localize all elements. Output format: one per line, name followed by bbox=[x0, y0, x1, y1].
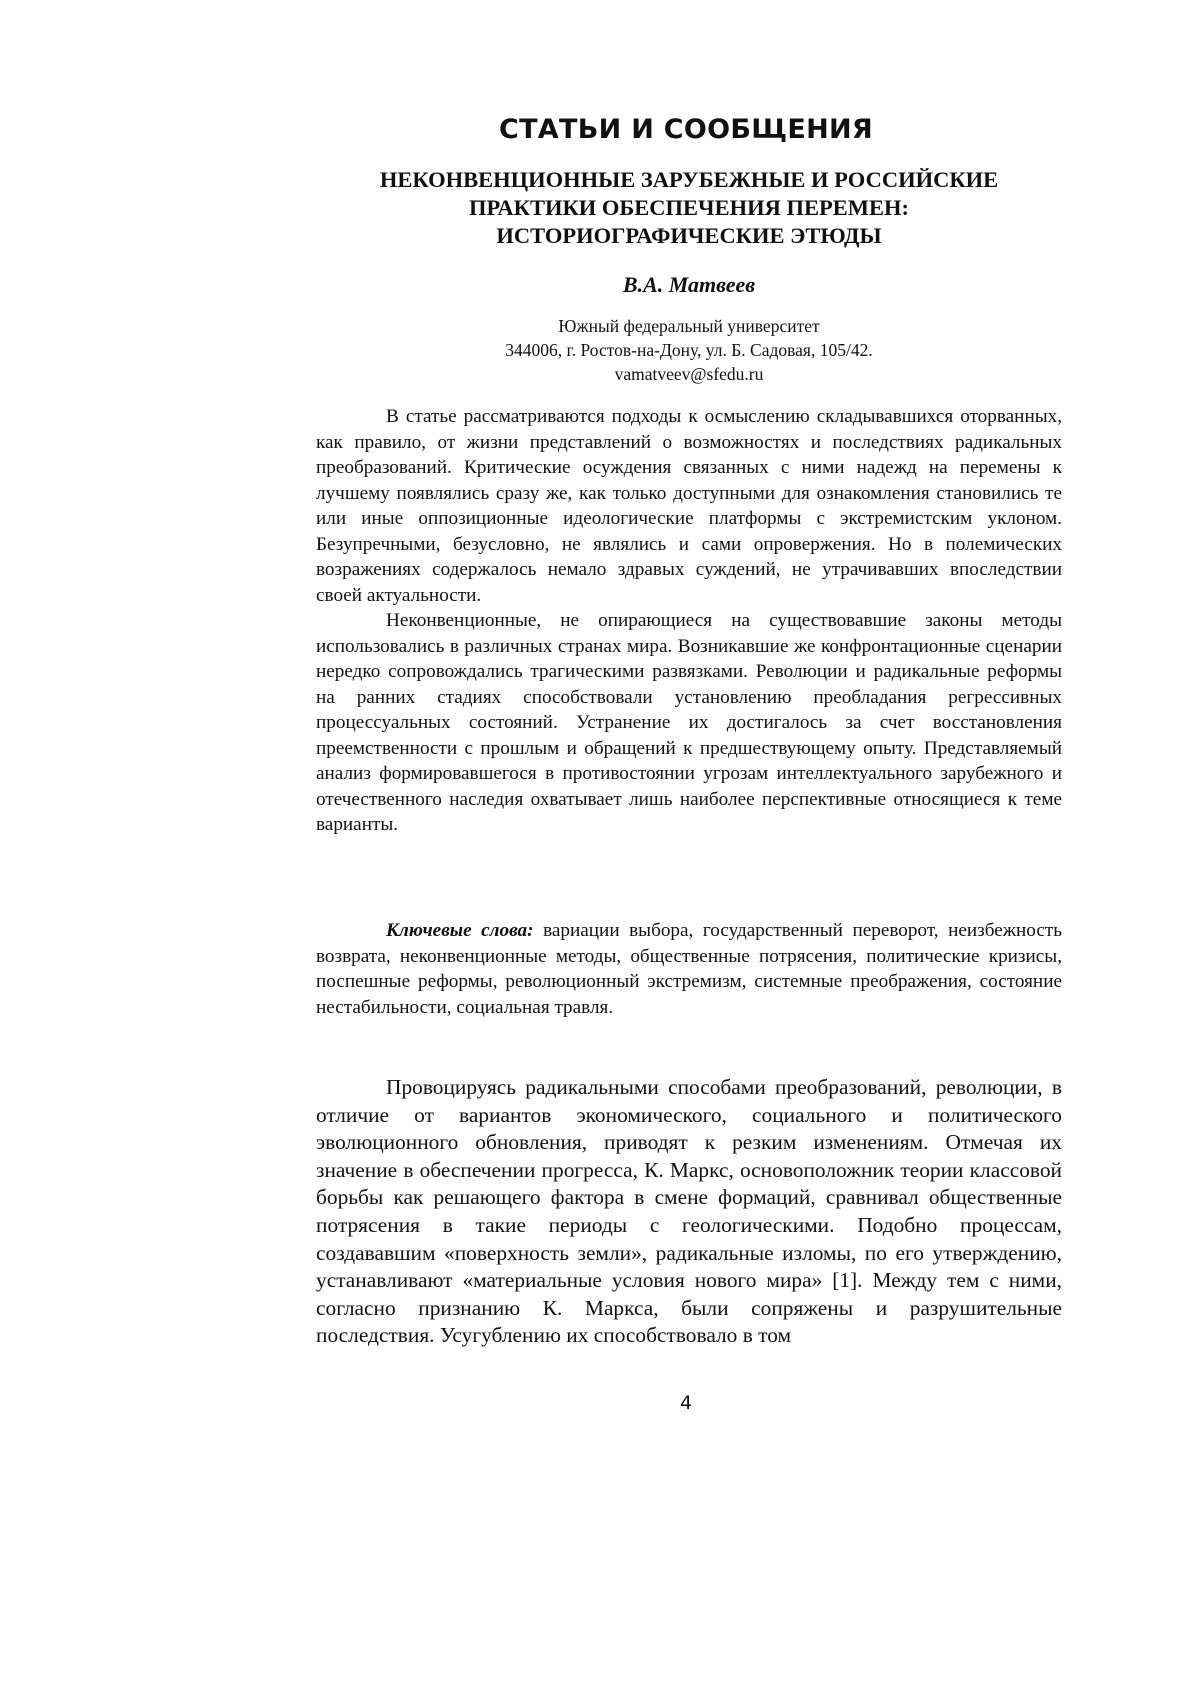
article-title bbox=[318, 166, 1060, 250]
postal-address: 344006, г. Ростов-на-Дону, ул. Б. Садовая, 105/42. bbox=[318, 338, 1060, 362]
author-name: В.А. Матвеев bbox=[318, 272, 1060, 298]
article-title-line: ИСТОРИОГРАФИЧЕСКИЕ ЭТЮДЫ bbox=[318, 222, 1060, 250]
abstract-paragraph: Неконвенционные, не опирающиеся на существовавшие законы методы использовались в различных странах мира. Возникавшие же конфронтационные сценарии нередко сопровождались трагическими развязками. Революции и радикальные реформы на ранних стадиях способствовали установлению преобладания регрессивных процессуальных состояний. Устранение их достигалось за счет восстановления преемственности с прошлым и обращений к предшествующему опыту. Представляемый анализ формировавшегося в противостоянии угрозам интеллектуального зарубежного и отечественного наследия охватывает лишь наиболее перспективные относящиеся к теме варианты. bbox=[316, 608, 1062, 838]
author-affiliation bbox=[318, 314, 1060, 386]
article-title-line: НЕКОНВЕНЦИОННЫЕ ЗАРУБЕЖНЫЕ И РОССИЙСКИЕ bbox=[318, 166, 1060, 194]
keywords-block bbox=[316, 918, 1062, 1020]
keywords-label: Ключевые слова: bbox=[386, 920, 534, 941]
document-page bbox=[0, 0, 1200, 1697]
university-name: Южный федеральный университет bbox=[318, 314, 1060, 338]
abstract-paragraph: В статье рассматриваются подходы к осмыслению складывавшихся оторванных, как правило, от жизни представлений о возможностях и последствиях радикальных преобразований. Критические осуждения связанных с ними надежд на перемены к лучшему появлялись сразу же, как только доступными для ознакомления становились те или иные оппозиционные идеологические платформы с экстремистским уклоном. Безупречными, безусловно, не являлись и сами опровержения. Но в полемических возражениях содержалось немало здравых суждений, не утрачивавших впоследствии своей актуальности. bbox=[316, 404, 1062, 608]
keywords-text: вариации выбора, государственный переворот, неизбежность возврата, неконвенционные методы, общественные потрясения, политические кризисы, поспешные реформы, революционный экстремизм, системные преображения, состояние нестабильности, социальная травля. bbox=[316, 920, 1062, 1018]
body-paragraph: Провоцируясь радикальными способами преобразований, революции, в отличие от вариантов экономического, социального и политического эволюционного обновления, приводят к резким изменениям. Отмечая их значение в обеспечении прогресса, К. Маркс, основоположник теории классовой борьбы как решающего фактора в смене формаций, сравнивал общественные потрясения в такие периоды с геологическими. Подобно процессам, создававшим «поверхность земли», радикальные изломы, по его утверждению, устанавливают «материальные условия нового мира» [1]. Между тем с ними, согласно признанию К. Маркса, были сопряжены и разрушительные последствия. Усугублению их способствовало в том bbox=[316, 1074, 1062, 1350]
page-number: 4 bbox=[0, 1392, 1200, 1414]
article-title-line: ПРАКТИКИ ОБЕСПЕЧЕНИЯ ПЕРЕМЕН: bbox=[318, 194, 1060, 222]
email-address: vamatveev@sfedu.ru bbox=[318, 362, 1060, 386]
abstract bbox=[316, 404, 1062, 838]
section-heading: СТАТЬИ И СООБЩЕНИЯ bbox=[0, 114, 1200, 145]
